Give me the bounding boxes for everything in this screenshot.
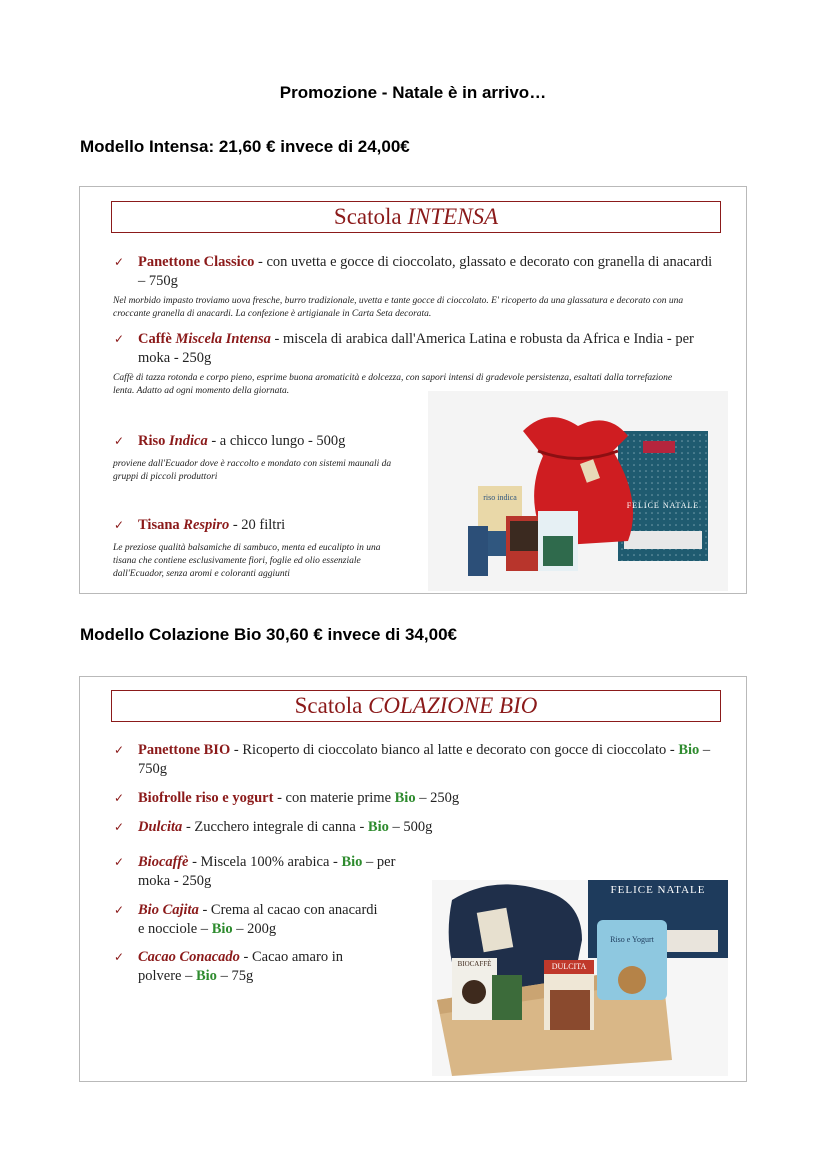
- check-icon: ✓: [114, 518, 125, 532]
- colazione-item-biofrolle: ✓ Biofrolle riso e yogurt - con materie prime Bio – 250g: [114, 790, 460, 806]
- intensa-product-photo: [428, 391, 728, 591]
- colazione-product-photo: [432, 880, 728, 1076]
- colazione-slide: [79, 676, 747, 1082]
- intensa-item-panettone: ✓ Panettone Classico - con uvetta e gocce di cioccolato, glassato e decorato con granella di anacardi – 750g: [114, 254, 713, 289]
- biocaffe-label: BIOCAFFÈ: [457, 960, 492, 968]
- check-icon: ✓: [114, 903, 125, 917]
- check-icon: ✓: [114, 255, 125, 269]
- intensa-note-tisana: Le preziose qualità balsamiche di sambuco, menta ed eucalipto in una tisana che contiene esclusivamente fiori, foglie ed olio essenziale dall'Ecuador, senza aromi e coloranti aggiunti: [113, 543, 381, 579]
- check-icon: ✓: [114, 950, 125, 964]
- felice-natale-label: FELICE NATALE: [626, 501, 700, 510]
- colazione-item-panettone: ✓ Panettone BIO - Ricoperto di cioccolato bianco al latte e decorato con gocce di cioccolato - Bio – 750g: [114, 742, 711, 777]
- gift-box-illustration: [428, 391, 728, 591]
- intensa-slide-title: Scatola INTENSA: [111, 201, 721, 233]
- intensa-item-riso: ✓ Riso Indica - a chicco lungo - 500g: [114, 433, 346, 449]
- intensa-heading: Modello Intensa: 21,60 € invece di 24,00€: [80, 137, 410, 156]
- breakfast-box-illustration: [432, 880, 728, 1076]
- intensa-item-caffe: ✓ Caffè Miscela Intensa - miscela di arabica dall'America Latina e robusta da Africa e India - per moka - 250g: [114, 331, 694, 366]
- check-icon: ✓: [114, 434, 125, 448]
- intensa-item-tisana: ✓ Tisana Respiro - 20 filtri: [114, 517, 286, 533]
- intensa-note-riso: proviene dall'Ecuador dove è raccolto e mondato con sistemi maunali da gruppi di piccoli produttori: [113, 459, 392, 482]
- riso-indica-label: riso indica: [483, 493, 517, 502]
- colazione-item-biocaffe: ✓ Biocaffè - Miscela 100% arabica - Bio – per moka - 250g: [114, 854, 396, 889]
- biofrolle-label: Riso e Yogurt: [610, 935, 654, 944]
- page-title: Promozione - Natale è in arrivo…: [279, 83, 547, 102]
- colazione-item-biocajita: ✓ Bio Cajita - Crema al cacao con anacardi e nocciole – Bio – 200g: [114, 902, 378, 937]
- intensa-note-caffe: Caffè di tazza rotonda e corpo pieno, esprime buona aromaticità e dolcezza, con sapori intensi di gradevole persistenza, esaltati dalla torrefazione lenta. Adatto ad ogni momento della giornata.: [113, 373, 673, 396]
- dulcita-label: DULCITA: [551, 962, 587, 971]
- check-icon: ✓: [114, 332, 125, 346]
- check-icon: ✓: [114, 743, 125, 757]
- colazione-heading: Modello Colazione Bio 30,60 € invece di 34,00€: [80, 625, 457, 644]
- intensa-note-panettone: Nel morbido impasto troviamo uova fresche, burro tradizionale, uvetta e tante gocce di cioccolato. E' ricoperto da una glassatura e decorato con una croccante granella di anacardi. La confezione è artigianale in Carta Seta decorata.: [113, 296, 684, 319]
- check-icon: ✓: [114, 820, 125, 834]
- check-icon: ✓: [114, 855, 125, 869]
- colazione-item-cacao: ✓ Cacao Conacado - Cacao amaro in polvere – Bio – 75g: [114, 949, 343, 984]
- intensa-slide: [79, 186, 747, 594]
- felice-natale-label: FELICE NATALE: [610, 884, 706, 896]
- colazione-item-dulcita: ✓ Dulcita - Zucchero integrale di canna - Bio – 500g: [114, 819, 433, 835]
- colazione-slide-title: Scatola COLAZIONE BIO: [111, 690, 721, 722]
- check-icon: ✓: [114, 791, 125, 805]
